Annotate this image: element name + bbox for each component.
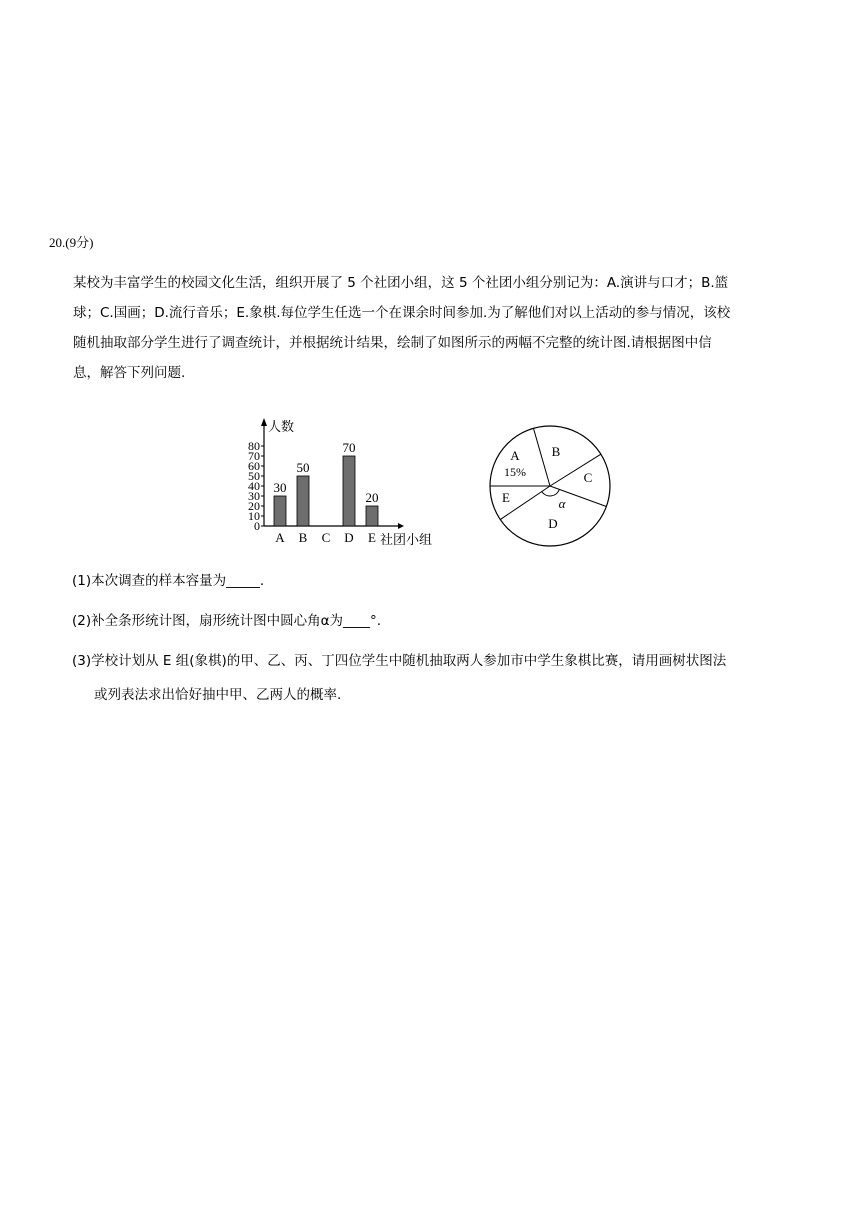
bar-data-label: 50 (296, 460, 310, 475)
pie-slice-label: B (551, 444, 561, 459)
x-tick-label: D (344, 530, 354, 545)
alpha-arc (542, 489, 560, 496)
question-stem (49, 268, 813, 388)
stem-line-2: 球；C.国画；D.流行音乐；E.象棋.每位学生任选一个在课余时间参加.为了解他们对以上活动的参与情况，该校 (73, 305, 731, 321)
y-tick-label: 70 (248, 449, 260, 463)
sub-question-3-line-1: (3)学校计划从 E 组(象棋)的甲、乙、丙、丁四位学生中随机抽取两人参加市中学生象棋比赛，请用画树状图法 (72, 653, 727, 669)
bar-data-label: 30 (273, 480, 287, 495)
bar-chart (222, 416, 444, 552)
alpha-label: α (558, 496, 566, 511)
sub-question-1: (1)本次调查的样本容量为_____. (72, 573, 265, 589)
pie-slice-label: E (502, 490, 510, 505)
sub-question-2: (2)补全条形统计图，扇形统计图中圆心角α为____°. (72, 613, 382, 629)
x-tick-label: C (321, 530, 331, 545)
y-tick-label: 60 (248, 459, 260, 473)
x-tick-label: B (298, 530, 308, 545)
pie-slice-label: C (583, 470, 593, 485)
y-axis-arrow (261, 418, 267, 426)
y-tick-label: 40 (248, 479, 260, 493)
x-tick-label: E (368, 530, 376, 545)
y-tick-label: 80 (248, 439, 260, 453)
stem-line-4: 息，解答下列问题. (73, 365, 186, 381)
y-tick-label: 10 (248, 509, 260, 523)
bar (366, 506, 378, 526)
bar (343, 456, 355, 526)
y-tick-label: 50 (248, 469, 260, 483)
bar (297, 476, 309, 526)
x-axis-arrow (398, 523, 404, 529)
pie-slice-label: D (548, 516, 558, 531)
stem-line-3: 随机抽取部分学生进行了调查统计，并根据统计结果，绘制了如图所示的两幅不完整的统计图.请根据图中信 (73, 335, 712, 351)
y-tick-label: 20 (248, 499, 260, 513)
bar-data-label: 20 (365, 490, 379, 505)
sub-question-3-line-2: 或列表法求出恰好抽中甲、乙两人的概率. (94, 687, 342, 703)
pie-percent-label: 15% (504, 465, 526, 479)
x-axis-title: 社团小组 (380, 532, 433, 547)
bar-data-label: 70 (342, 440, 356, 455)
x-tick-label: A (275, 530, 285, 545)
pie-slice-boundary (533, 428, 550, 486)
stem-line-1: 某校为丰富学生的校园文化生活，组织开展了 5 个社团小组，这 5 个社团小组分别记为：A.演讲与口才；B.篮 (73, 275, 729, 291)
pie-slice-label: A (510, 448, 520, 463)
y-tick-label: 0 (254, 519, 260, 533)
bar (274, 496, 286, 526)
y-tick-label: 30 (248, 489, 260, 503)
y-axis-title: 人数 (268, 419, 295, 434)
pie-chart (484, 420, 624, 552)
question-number: 20.(9分) (49, 235, 94, 250)
sub-question-3 (72, 651, 726, 705)
